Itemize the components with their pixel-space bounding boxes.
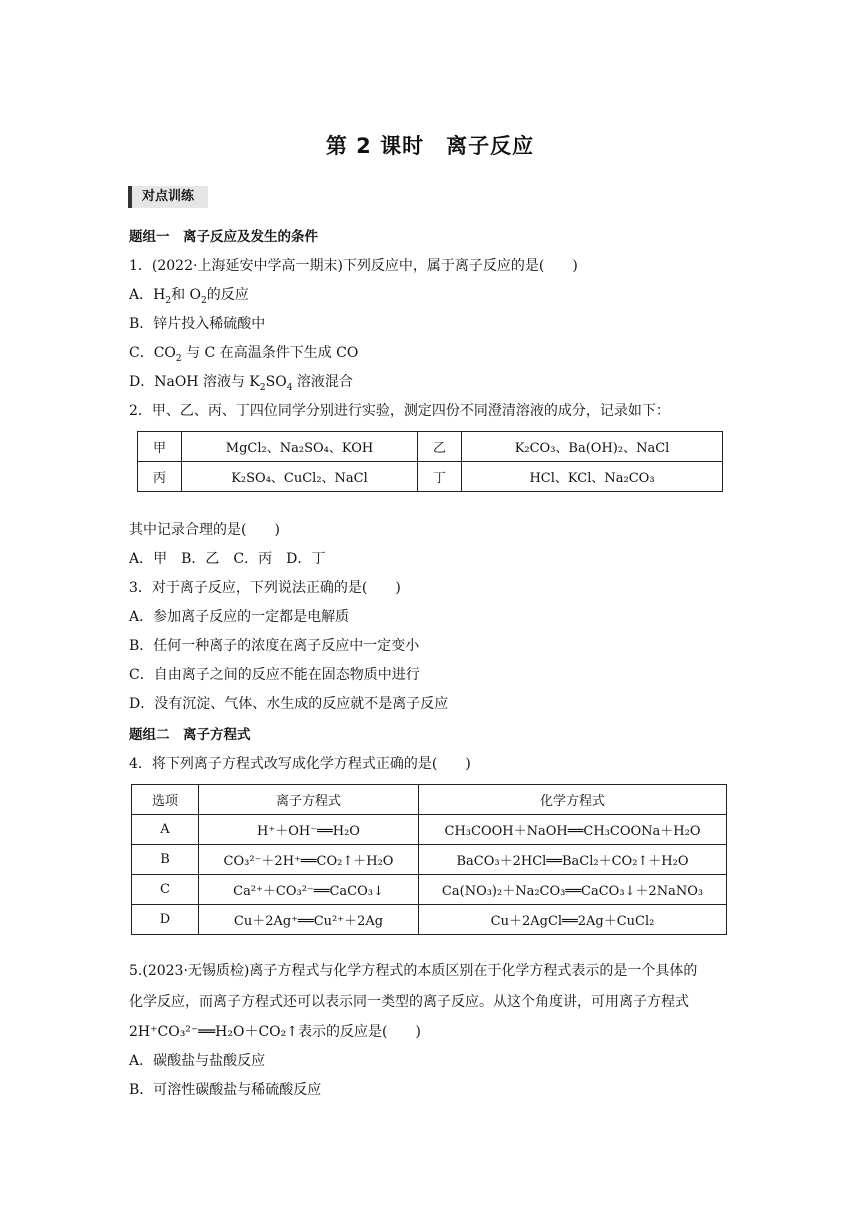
table-header-row	[132, 785, 727, 815]
page-title: 第 2 课时 离子反应	[325, 134, 535, 158]
q1-option-d-text2: SO	[265, 374, 287, 390]
q1-option-c-text2: 与 C 在高温条件下生成 CO	[181, 345, 359, 361]
table-cell: HCl、KCl、Na₂CO₃	[462, 462, 723, 492]
table-cell: Ca²⁺＋CO₃²⁻══CaCO₃↓	[199, 875, 419, 905]
table-cell: CO₃²⁻＋2H⁺══CO₂↑＋H₂O	[199, 845, 419, 875]
q1-option-d-text: D．NaOH 溶液与 K	[129, 374, 260, 390]
table-row	[132, 815, 727, 845]
q2-table	[137, 431, 723, 492]
q5-line-3: 2H⁺CO₃²⁻══H₂O＋CO₂↑表示的反应是( )	[129, 1024, 421, 1040]
q1-option-a-text2: 和 O	[171, 287, 201, 303]
q1-option-a-text3: 的反应	[206, 287, 249, 303]
table-cell: K₂CO₃、Ba(OH)₂、NaCl	[462, 432, 723, 462]
q1-option-a-text: A．H	[129, 287, 166, 303]
table-cell: H⁺＋OH⁻══H₂O	[199, 815, 419, 845]
table-cell: Cu＋2AgCl══2Ag＋CuCl₂	[419, 905, 727, 935]
q2-prompt: 其中记录合理的是( )	[129, 522, 280, 538]
q2-options: A．甲 B．乙 C．丙 D．丁	[129, 551, 326, 567]
table-cell: 甲	[138, 432, 182, 462]
q1-option-c: C．$CO_2$ 与 C 在高温条件下生成 CO	[129, 345, 359, 364]
table-cell: BaCO₃＋2HCl══BaCl₂＋CO₂↑＋H₂O	[419, 845, 727, 875]
q1-option-b: B．锌片投入稀硫酸中	[129, 316, 266, 332]
q5-line-2: 化学反应，而离子方程式还可以表示同一类型的离子反应。从这个角度讲，可用离子方程式	[129, 994, 689, 1010]
q3-option-b: B．任何一种离子的浓度在离子反应中一定变小	[129, 638, 420, 654]
q4-table	[131, 784, 727, 935]
q3-option-a: A．参加离子反应的一定都是电解质	[129, 609, 350, 625]
group-heading-2: 题组二 离子方程式	[129, 727, 251, 743]
table-header: 选项	[132, 785, 199, 815]
table-cell: K₂SO₄、CuCl₂、NaCl	[182, 462, 418, 492]
q5-option-b: B．可溶性碳酸盐与稀硫酸反应	[129, 1082, 322, 1098]
q1-stem: 1．(2022·上海延安中学高一期末)下列反应中，属于离子反应的是( )	[129, 258, 578, 274]
q1-option-a: A．$H_2$和 $O_2$的反应	[129, 287, 249, 306]
q1-option-c-text: C．CO	[129, 345, 176, 361]
table-row	[132, 845, 727, 875]
q5-line-1: 5.(2023·无锡质检)离子方程式与化学方程式的本质区别在于化学方程式表示的是一个具体的	[129, 963, 698, 979]
table-cell: CH₃COOH＋NaOH══CH₃COONa＋H₂O	[419, 815, 727, 845]
table-cell: 丁	[418, 462, 462, 492]
q4-stem: 4．将下列离子方程式改写成化学方程式正确的是( )	[129, 756, 471, 772]
q2-stem: 2．甲、乙、丙、丁四位同学分别进行实验，测定四份不同澄清溶液的成分，记录如下：	[129, 403, 670, 419]
table-cell: D	[132, 905, 199, 935]
table-cell: C	[132, 875, 199, 905]
group-heading-1: 题组一 离子反应及发生的条件	[129, 229, 318, 245]
table-cell: Cu＋2Ag⁺══Cu²⁺＋2Ag	[199, 905, 419, 935]
q1-option-d: D．NaOH 溶液与 $K_2SO_4$ 溶液混合	[129, 374, 353, 393]
q3-stem: 3．对于离子反应，下列说法正确的是( )	[129, 580, 401, 596]
q5-option-a: A．碳酸盐与盐酸反应	[129, 1053, 266, 1069]
table-cell: Ca(NO₃)₂＋Na₂CO₃══CaCO₃↓＋2NaNO₃	[419, 875, 727, 905]
table-header: 离子方程式	[199, 785, 419, 815]
table-cell: 丙	[138, 462, 182, 492]
section-tag: 对点训练	[128, 186, 208, 208]
q3-option-d: D．没有沉淀、气体、水生成的反应就不是离子反应	[129, 696, 449, 712]
table-row	[138, 432, 723, 462]
q3-option-c: C．自由离子之间的反应不能在固态物质中进行	[129, 667, 420, 683]
q1-option-d-text3: 溶液混合	[292, 374, 353, 390]
table-cell: MgCl₂、Na₂SO₄、KOH	[182, 432, 418, 462]
table-row	[138, 462, 723, 492]
table-cell: 乙	[418, 432, 462, 462]
table-header: 化学方程式	[419, 785, 727, 815]
table-row	[132, 875, 727, 905]
table-row	[132, 905, 727, 935]
table-cell: A	[132, 815, 199, 845]
table-cell: B	[132, 845, 199, 875]
